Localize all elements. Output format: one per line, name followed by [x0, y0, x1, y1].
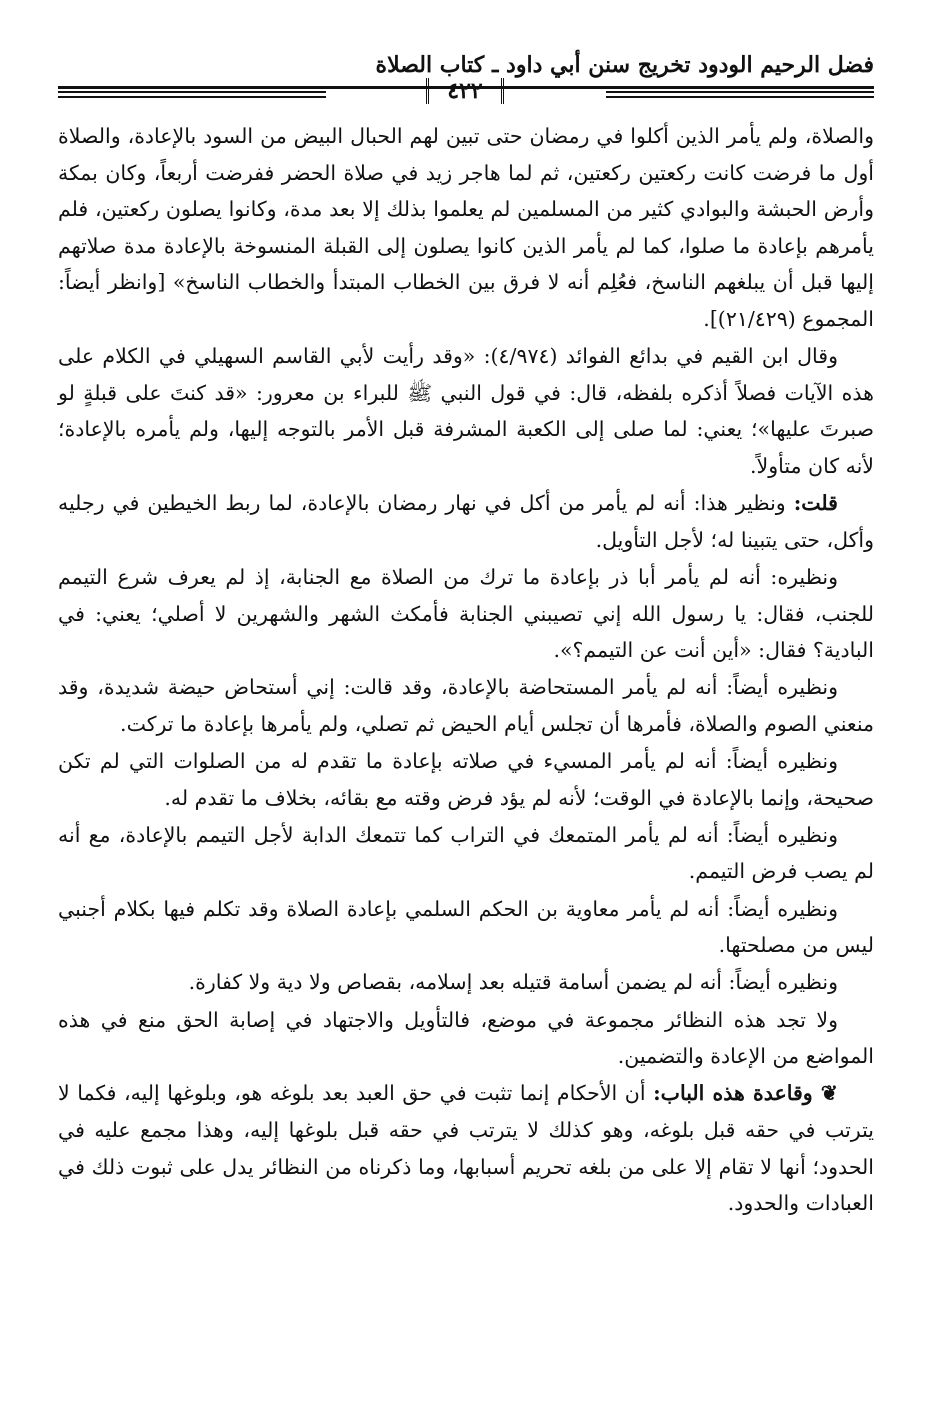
paragraph: [58, 817, 874, 890]
ornament-line-right-2: [606, 96, 874, 98]
paragraph: [58, 891, 874, 964]
ornament-line-left-2: [58, 96, 326, 98]
paragraph-text: ونظيره أيضاً: أنه لم يأمر المسيء في صلاته بإعادة ما تقدم له من الصلوات التي لم تكن صحيحة، وإنما بالإعادة في الوقت؛ لأنه لم يؤد فرض وقته مع بقائه، بخلاف ما تقدم له.: [58, 749, 874, 810]
page-number-ornament: [58, 78, 874, 108]
header-title: فضل الرحيم الودود تخريج سنن أبي داود ـ كتاب الصلاة: [375, 52, 874, 78]
ornament-line-left: [58, 91, 326, 93]
ornament-line-right: [606, 91, 874, 93]
paragraph-text: والصلاة، ولم يأمر الذين أكلوا في رمضان حتى تبين لهم الحبال البيض من السود بالإعادة، والصلاة أول ما فرضت كانت ركعتين ركعتين، ثم لما هاجر زيد في صلاة الحضر ففرضت أربعاً، وكان بمكة وأرض الحبشة والبوادي كثير من المسلمين لم يعلموا بذلك إلا بعد مدة، وكانوا يصلون ركعتين، فلم يأمرهم بإعادة ما صلوا، كما لم يأمر الذين كانوا يصلون إلى القبلة المنسوخة بالإعادة مدة صلاتهم إليها قبل أن يبلغهم الناسخ، فعُلِم أنه لا فرق بين الخطاب المبتدأ والخطاب الناسخ» [وانظر أيضاً: المجموع (٢١/٤٢٩)].: [58, 124, 874, 331]
paragraph-text: ونظيره أيضاً: أنه لم يضمن أسامة قتيله بعد إسلامه، بقصاص ولا دية ولا كفارة.: [188, 970, 838, 995]
paragraph: [58, 1075, 874, 1221]
paragraph-text: ونظيره أيضاً: أنه لم يأمر معاوية بن الحكم السلمي بإعادة الصلاة وقد تكلم فيها بكلام أجنبي ليس من مصلحتها.: [58, 896, 874, 958]
paragraph: [58, 338, 874, 484]
paragraph: [58, 669, 874, 742]
paragraph: [58, 1002, 874, 1075]
paragraph: [58, 964, 874, 1001]
paragraph-text: وقال ابن القيم في بدائع الفوائد (٤/٩٧٤): «وقد رأيت لأبي القاسم السهيلي في الكلام على هذه الآيات فصلاً أذكره بلفظه، قال: في قول النبي ﷺ للبراء بن معرور: «قد كنتَ على قبلةٍ لو صبرتَ عليها»؛ يعني: لما صلى إلى الكعبة المشرفة قبل الأمر بالتوجه إليها، ولم يأمره بالإعادة؛ لأنه كان متأولاً.: [58, 344, 874, 478]
page-number-box: [344, 78, 586, 106]
paragraph: [58, 485, 874, 558]
paragraph-text: ونظيره: أنه لم يأمر أبا ذر بإعادة ما ترك من الصلاة مع الجنابة، إذ لم يعرف شرع التيمم للجنب، فقال: يا رسول الله إني تصيبني الجنابة فأمكث الشهر والشهرين لا أصلي؛ يعني: في البادية؟ فقال: «أين أنت عن التيمم؟».: [58, 564, 874, 663]
paragraph-lead: قلت:: [793, 491, 838, 516]
paragraph: [58, 118, 874, 338]
paragraph: [58, 743, 874, 816]
paragraph-lead: ❦ وقاعدة هذه الباب:: [653, 1081, 838, 1106]
body-text: [58, 118, 874, 1222]
paragraph-text: أن الأحكام إنما تثبت في حق العبد بعد بلوغه هو، وبلوغها إليه، فكما لا يترتب في حقه قبل بلوغه، وهو كذلك لا يترتب في حقه قبل بلوغها إليه، وهذا مجمع عليه في الحدود؛ أنها لا تقام إلا على من بلغه تحريم أسبابها، وما ذكرناه من النظائر يدل على ثبوت ذلك في العبادات والحدود.: [58, 1081, 874, 1216]
paragraph-text: ونظير هذا: أنه لم يأمر من أكل في نهار رمضان بالإعادة، لما ربط الخيطين في رجليه وأكل، حتى يتبينا له؛ لأجل التأويل.: [58, 491, 874, 552]
paragraph-text: ونظيره أيضاً: أنه لم يأمر المتمعك في التراب كما تتمعك الدابة لأجل التيمم بالإعادة، مع أنه لم يصب فرض التيمم.: [58, 822, 874, 884]
paragraph-text: ونظيره أيضاً: أنه لم يأمر المستحاضة بالإعادة، وقد قالت: إني أستحاض حيضة شديدة، وقد منعني الصوم والصلاة، فأمرها أن تجلس أيام الحيض ثم تصلي، ولم يأمرها بإعادة ما تركت.: [58, 675, 874, 736]
page-number: ٤٢٢: [426, 78, 503, 104]
paragraph: [58, 559, 874, 669]
paragraph-text: ولا تجد هذه النظائر مجموعة في موضع، فالتأويل والاجتهاد في إصابة الحق منع في هذه المواضع من الإعادة والتضمين.: [58, 1007, 874, 1069]
